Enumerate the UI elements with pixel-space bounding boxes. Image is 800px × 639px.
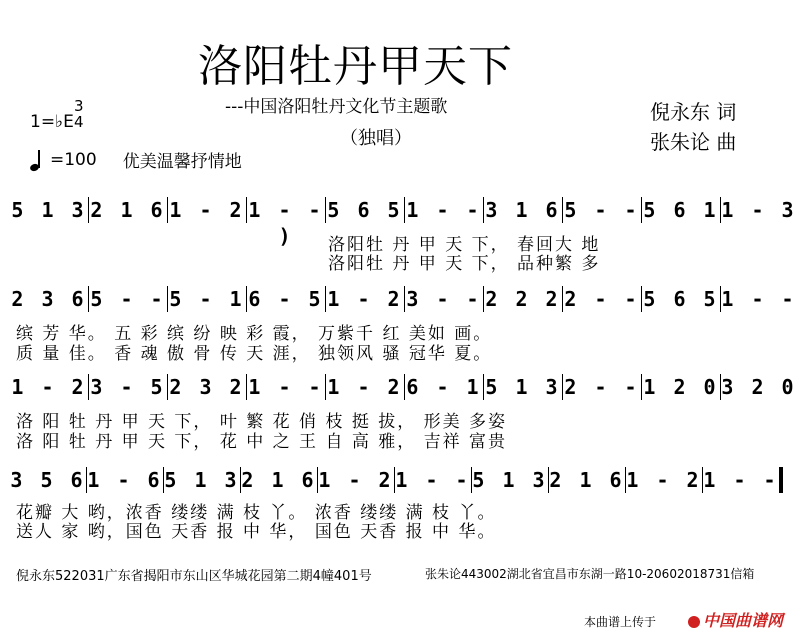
lyricist-address: 倪永东522031广东省揭阳市东山区华城花园第二期4幢401号 [16, 569, 372, 584]
tempo-value: =100 [50, 149, 97, 170]
measure: 1 - - [721, 287, 797, 311]
tempo-marking [30, 147, 242, 172]
measure: 1 - 2 [626, 468, 702, 492]
measure: 1 - 2 [10, 374, 89, 400]
measure: 1 - 2 [168, 197, 247, 223]
measure: 1 - - ) [247, 197, 326, 223]
site-logo[interactable] [688, 608, 783, 631]
expression-mark: 优美温馨抒情地 [122, 152, 242, 172]
measure: 6 - 1 [405, 374, 484, 400]
lyrics-verse-2: 洛 阳 牡 丹 甲 天 下， 花 中 之 王 自 高 雅， 吉祥 富贵 [16, 432, 508, 452]
time-signature [74, 98, 84, 130]
measure: 2 1 6 [549, 468, 625, 492]
logo-text: 中国曲谱网 [703, 611, 784, 630]
meter-top: 3 [74, 97, 84, 115]
quarter-note-icon [30, 149, 42, 171]
measure: 1 - 2 [326, 286, 405, 312]
measure-row [10, 374, 797, 400]
measure: 3 1 6 [484, 197, 563, 223]
lyrics-verse-2: 送人 家 哟，国色 天香 报 中 华， 国色 天香 报 中 华。 [16, 522, 497, 542]
measure: 2 1 6 [89, 197, 168, 223]
performance-type: （独唱） [340, 128, 412, 149]
measure: 5 - - [89, 286, 168, 312]
measure: 1 - 6 [87, 468, 163, 492]
measure: 3 2 0 [721, 375, 797, 399]
measure-row [10, 467, 788, 493]
measure: 5 6 5 [326, 197, 405, 223]
composer-credit: 张朱论 曲 [650, 130, 737, 154]
measure: 5 6 1 [642, 197, 721, 223]
measure: 1 - - [405, 197, 484, 223]
measure: 2 3 6 [10, 286, 89, 312]
measure: 2 2 2 [484, 286, 563, 312]
measure: 3 - - [405, 286, 484, 312]
song-title: 洛阳牡丹甲天下 [198, 41, 513, 92]
measure: 2 3 2 [168, 374, 247, 400]
key-signature: 1=♭E [30, 112, 74, 132]
final-measure: 1 - - [703, 467, 783, 493]
lyrics-verse-1: 洛阳牡 丹 甲 天 下， 春回大 地 [328, 235, 601, 255]
lyrics-verse-1: 洛 阳 牡 丹 甲 天 下， 叶 繁 花 俏 枝 挺 拔， 形美 多姿 [16, 412, 508, 432]
measure: 3 5 6 [10, 468, 86, 492]
measure: 1 - 3 [721, 198, 797, 222]
song-subtitle: ---中国洛阳牡丹文化节主题歌 [225, 97, 448, 117]
lyrics-verse-2: 洛阳牡 丹 甲 天 下， 品种繁 多 [328, 254, 601, 274]
measure: 1 - - [395, 468, 471, 492]
measure: 1 - 2 [318, 468, 394, 492]
measure: 5 1 3 [484, 374, 563, 400]
meter-bottom: 4 [74, 113, 84, 131]
measure: 5 - 1 [168, 286, 247, 312]
measure: 6 - 5 [247, 286, 326, 312]
lyrics-verse-1: 花瓣 大 哟，浓香 缕缕 满 枝 丫。 浓香 缕缕 满 枝 丫。 [16, 503, 497, 523]
measure: 2 - - [563, 286, 642, 312]
measure: 1 - - [247, 374, 326, 400]
measure: 1 2 0 [642, 374, 721, 400]
lyricist-credit: 倪永东 词 [650, 100, 737, 124]
logo-icon [688, 616, 700, 628]
measure: 2 - - [563, 374, 642, 400]
measure: 1 - 2 [326, 374, 405, 400]
lyrics-verse-1: 缤 芳 华。 五 彩 缤 纷 映 彩 霞， 万紫千 红 美如 画。 [16, 324, 493, 344]
measure: 5 1 3 [10, 197, 89, 223]
measure: 2 1 6 [241, 468, 317, 492]
measure: 5 - - [563, 197, 642, 223]
lyrics-verse-2: 质 量 佳。 香 魂 傲 骨 传 天 涯， 独领风 骚 冠华 夏。 [16, 344, 493, 364]
measure: 5 1 3 [164, 468, 240, 492]
measure: 3 - 5 [89, 374, 168, 400]
composer-address: 张朱论443002湖北省宜昌市东湖一路10-20602018731信箱 [425, 567, 755, 581]
measure-row [10, 286, 797, 312]
measure: 5 1 3 [472, 468, 548, 492]
upload-note: 本曲谱上传于 [584, 615, 657, 629]
measure: 5 6 5 [642, 286, 721, 312]
